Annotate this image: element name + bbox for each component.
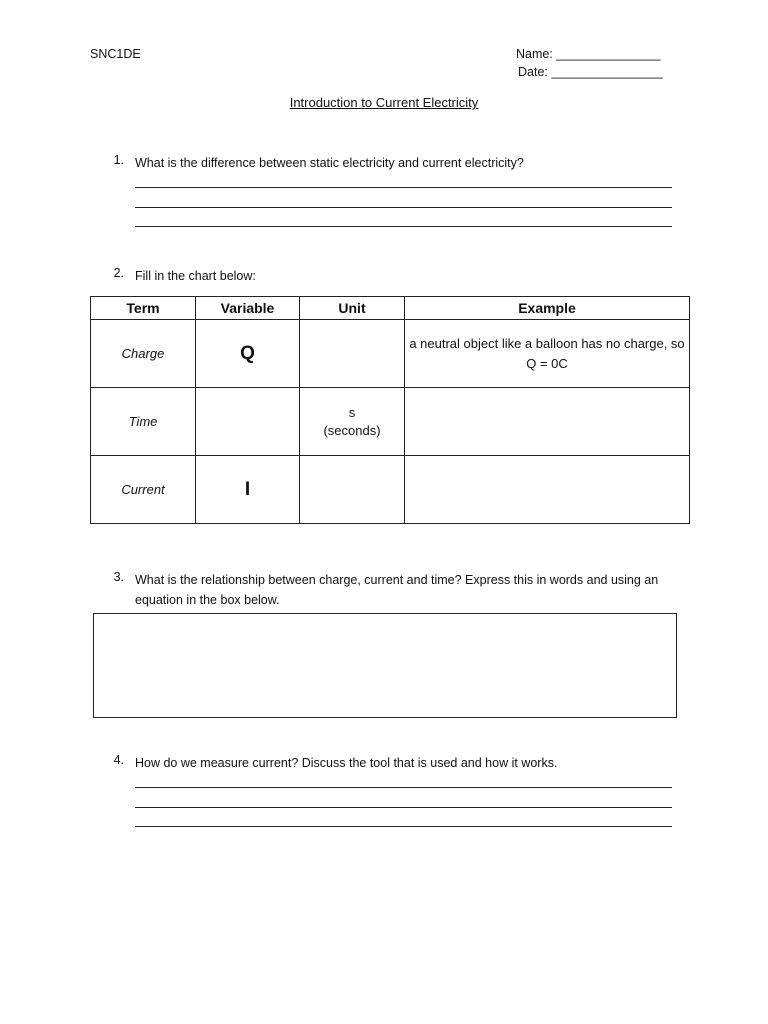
answer-line <box>135 807 672 808</box>
variable-cell <box>196 388 300 456</box>
question-1-number: 1. <box>113 153 124 167</box>
column-header-unit: Unit <box>300 297 405 320</box>
column-header-example: Example <box>405 297 690 320</box>
term-cell: Current <box>91 456 196 524</box>
answer-box[interactable] <box>93 613 677 718</box>
question-4-text: How do we measure current? Discuss the tool that is used and how it works. <box>135 756 558 770</box>
answer-line <box>135 226 672 227</box>
unit-cell <box>300 388 405 456</box>
question-2-text: Fill in the chart below: <box>135 269 256 283</box>
unit-cell <box>300 456 405 524</box>
table-row-current <box>91 456 690 524</box>
question-2-number: 2. <box>113 266 124 280</box>
unit-symbol: s <box>348 404 356 420</box>
course-code: SNC1DE <box>90 47 141 61</box>
unit-cell <box>300 320 405 388</box>
answer-line <box>135 187 672 188</box>
example-cell <box>405 388 690 456</box>
answer-line <box>135 787 672 788</box>
column-header-term: Term <box>91 297 196 320</box>
name-field: Name: _______________ <box>516 47 661 61</box>
column-header-variable: Variable <box>196 297 300 320</box>
question-4-number: 4. <box>113 753 124 767</box>
term-cell: Time <box>91 388 196 456</box>
variable-cell: Q <box>196 320 300 388</box>
unit-name: (seconds) <box>323 422 381 438</box>
example-cell: a neutral object like a balloon has no charge, so Q = 0C <box>405 320 690 388</box>
table-row-time <box>91 388 690 456</box>
date-field: Date: ________________ <box>518 65 663 79</box>
page-title: Introduction to Current Electricity <box>289 95 479 110</box>
variable-cell: I <box>196 456 300 524</box>
question-3-text: What is the relationship between charge, current and time? Express this in words and using an equation in the box below. <box>135 573 659 607</box>
answer-line <box>135 207 672 208</box>
question-3-number: 3. <box>113 570 124 584</box>
table-row-charge <box>91 320 690 388</box>
table-header-row <box>91 297 690 320</box>
answer-line <box>135 826 672 827</box>
term-cell: Charge <box>91 320 196 388</box>
fill-in-chart <box>90 296 690 524</box>
question-1-text: What is the difference between static electricity and current electricity? <box>135 156 524 170</box>
example-cell <box>405 456 690 524</box>
